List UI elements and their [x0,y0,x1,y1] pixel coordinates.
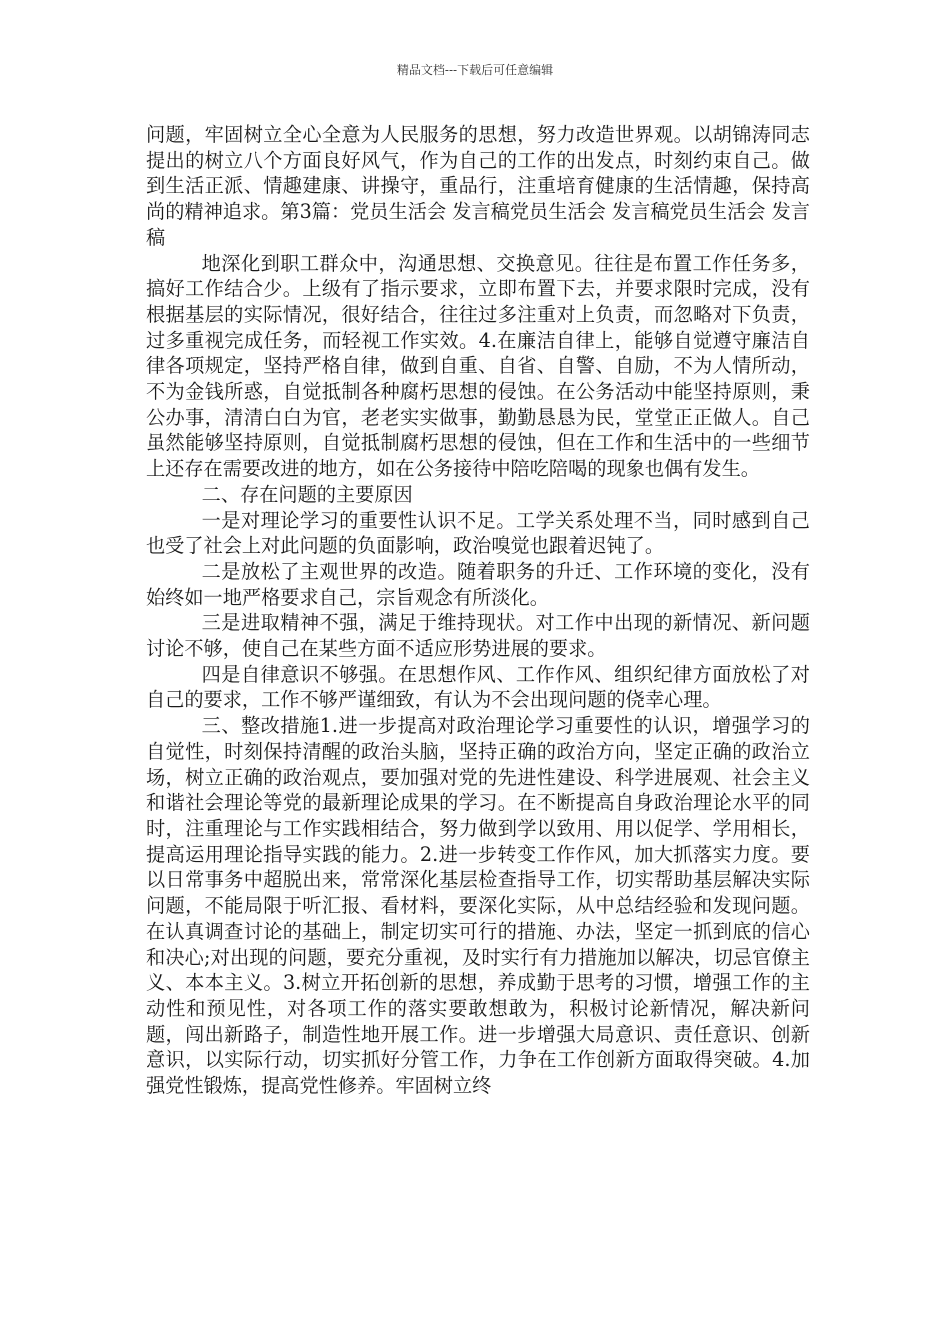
paragraph: 二是放松了主观世界的改造。随着职务的升迁、工作环境的变化，没有始终如一地严格要求自己，宗旨观念有所淡化。 [146,559,810,609]
paragraph: 地深化到职工群众中，沟通思想、交换意见。往往是布置工作任务多，搞好工作结合少。上级有了指示要求，立即布置下去，并要求限时完成，没有根据基层的实际情况，很好结合，往往过多注重对上负责，而忽略对下负责，过多重视完成任务，而轻视工作实效。4.在廉洁自律上，能够自觉遵守廉洁自律各项规定，坚持严格自律，做到自重、自省、自警、自励，不为人情所动，不为金钱所惑，自觉抵制各种腐朽思想的侵蚀。在公务活动中能坚持原则，秉公办事，清清白白为官，老老实实做事，勤勤恳恳为民，堂堂正正做人。自己虽然能够坚持原则，自觉抵制腐朽思想的侵蚀，但在工作和生活中的一些细节上还存在需要改进的地方，如在公务接待中陪吃陪喝的现象也偶有发生。 [146,251,810,481]
paragraph: 三、整改措施1.进一步提高对政治理论学习重要性的认识，增强学习的自觉性，时刻保持清醒的政治头脑，坚持正确的政治方向，坚定正确的政治立场，树立正确的政治观点，要加强对党的先进性建设、科学进展观、社会主义和谐社会理论等党的最新理论成果的学习。在不断提高自身政治理论水平的同时，注重理论与工作实践相结合，努力做到学以致用、用以促学、学用相长，提高运用理论指导实践的能力。2.进一步转变工作作风，加大抓落实力度。要以日常事务中超脱出来，常常深化基层检查指导工作，切实帮助基层解决实际问题，不能局限于听汇报、看材料，要深化实际，从中总结经验和发现问题。在认真调查讨论的基础上，制定切实可行的措施、办法，坚定一抓到底的信心和决心;对出现的问题，要充分重视，及时实行有力措施加以解决，切忌官僚主义、本本主义。3.树立开拓创新的思想，养成勤于思考的习惯，增强工作的主动性和预见性，对各项工作的落实要敢想敢为，积极讨论新情况，解决新问题，闯出新路子，制造性地开展工作。进一步增强大局意识、责任意识、创新意识，以实际行动，切实抓好分管工作，力争在工作创新方面取得突破。4.加强党性锻炼，提高党性修养。牢固树立终 [146,714,810,1098]
paragraph: 三是进取精神不强，满足于维持现状。对工作中出现的新情况、新问题讨论不够，使自己在某些方面不适应形势进展的要求。 [146,611,810,661]
paragraph: 四是自律意识不够强。在思想作风、工作作风、组织纪律方面放松了对自己的要求，工作不够严谨细致，有认为不会出现问题的侥幸心理。 [146,662,810,712]
paragraph-continuation: 问题，牢固树立全心全意为人民服务的思想，努力改造世界观。以胡锦涛同志提出的树立八个方面良好风气，作为自己的工作的出发点，时刻约束自己。做到生活正派、情趣建康、讲操守，重品行，注重培育健康的生活情趣，保持高尚的精神追求。第3篇：党员生活会 发言稿党员生活会 发言稿党员生活会 发言稿 [146,123,810,249]
page-header: 精品文档---下载后可任意编辑 [396,63,554,77]
paragraph: 一是对理论学习的重要性认识不足。工学关系处理不当，同时感到自己也受了社会上对此问题的负面影响，政治嗅觉也跟着迟钝了。 [146,508,810,558]
section-heading: 二、存在问题的主要原因 [201,482,413,506]
document-body [146,122,810,1099]
